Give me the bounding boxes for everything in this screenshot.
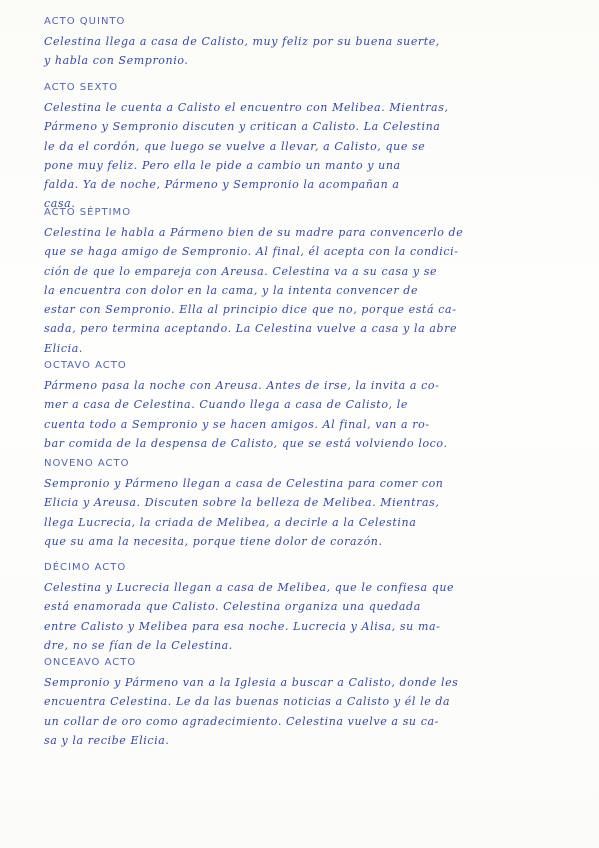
text-line: que su ama la necesita, porque tiene dolor de corazón. xyxy=(44,534,383,548)
text-line: llega Lucrecia, la criada de Melibea, a decirle a la Celestina xyxy=(44,515,417,529)
section-heading: ACTO SEXTO xyxy=(44,82,119,93)
text-line: Pármeno pasa la noche con Areusa. Antes de irse, la invita a co- xyxy=(44,379,440,392)
section-heading: ONCEAVO ACTO xyxy=(44,657,137,668)
text-line: casa. xyxy=(44,197,76,211)
section-onceavo-acto xyxy=(44,655,564,750)
text-line: Elicia. xyxy=(44,341,83,355)
section-noveno-acto xyxy=(44,456,564,551)
text-line: bar comida de la despensa de Calisto, que se está volviendo loco. xyxy=(44,436,448,450)
text-line: mer a casa de Celestina. Cuando llega a casa de Calisto, le xyxy=(44,398,408,412)
section-octavo-acto xyxy=(44,358,564,453)
section-heading: DÉCIMO ACTO xyxy=(44,562,127,573)
section-heading: NOVENO ACTO xyxy=(44,458,130,469)
text-line: Sempronio y Pármeno van a la Iglesia a buscar a Calisto, donde les xyxy=(44,676,459,689)
text-line: falda. Ya de noche, Pármeno y Sempronio la acompañan a xyxy=(44,178,400,192)
text-line: pone muy feliz. Pero ella le pide a cambio un manto y una xyxy=(44,158,401,172)
section-heading: ACTO SÉPTIMO xyxy=(44,207,132,218)
text-line: encuentra Celestina. Le da las buenas noticias a Calisto y él le da xyxy=(44,695,451,709)
text-line: sada, pero termina aceptando. La Celestina vuelve a casa y la abre xyxy=(44,322,458,336)
text-line: Sempronio y Pármeno llegan a casa de Celestina para comer con xyxy=(44,477,444,490)
text-line: dre, no se fían de la Celestina. xyxy=(44,638,233,652)
text-line: sa y la recibe Elicia. xyxy=(44,733,170,747)
text-line: Celestina le habla a Pármeno bien de su madre para convencerlo de xyxy=(44,226,464,239)
section-heading: ACTO QUINTO xyxy=(44,16,126,27)
section-heading: OCTAVO ACTO xyxy=(44,360,127,371)
section-decimo-acto xyxy=(44,560,564,655)
text-line: que se haga amigo de Sempronio. Al final, él acepta con la condici- xyxy=(44,245,459,259)
section-acto-septimo xyxy=(44,205,564,358)
text-line: está enamorada que Calisto. Celestina organiza una quedada xyxy=(44,600,421,614)
text-line: ción de que lo empareja con Areusa. Celestina va a su casa y se xyxy=(44,264,438,278)
text-line: Celestina llega a casa de Calisto, muy feliz por su buena suerte, xyxy=(44,35,441,48)
text-line: la encuentra con dolor en la cama, y la intenta convencer de xyxy=(44,283,419,297)
text-line: Elicia y Areusa. Discuten sobre la belleza de Melibea. Mientras, xyxy=(44,496,440,510)
text-line: entre Calisto y Melibea para esa noche. Lucrecia y Alisa, su ma- xyxy=(44,619,441,633)
text-line: Pármeno y Sempronio discuten y critican a Calisto. La Celestina xyxy=(44,120,441,134)
section-acto-quinto xyxy=(44,14,564,71)
text-line: Celestina le cuenta a Calisto el encuentro con Melibea. Mientras, xyxy=(44,101,449,114)
text-line: le da el cordón, que luego se vuelve a llevar, a Calisto, que se xyxy=(44,139,426,153)
text-line: y habla con Sempronio. xyxy=(44,54,189,68)
text-line: un collar de oro como agradecimiento. Celestina vuelve a su ca- xyxy=(44,714,439,728)
section-acto-sexto xyxy=(44,80,564,214)
text-line: estar con Sempronio. Ella al principio dice que no, porque está ca- xyxy=(44,303,457,317)
text-line: cuenta todo a Sempronio y se hacen amigos. Al final, van a ro- xyxy=(44,417,430,431)
text-line: Celestina y Lucrecia llegan a casa de Melibea, que le confiesa que xyxy=(44,581,455,594)
